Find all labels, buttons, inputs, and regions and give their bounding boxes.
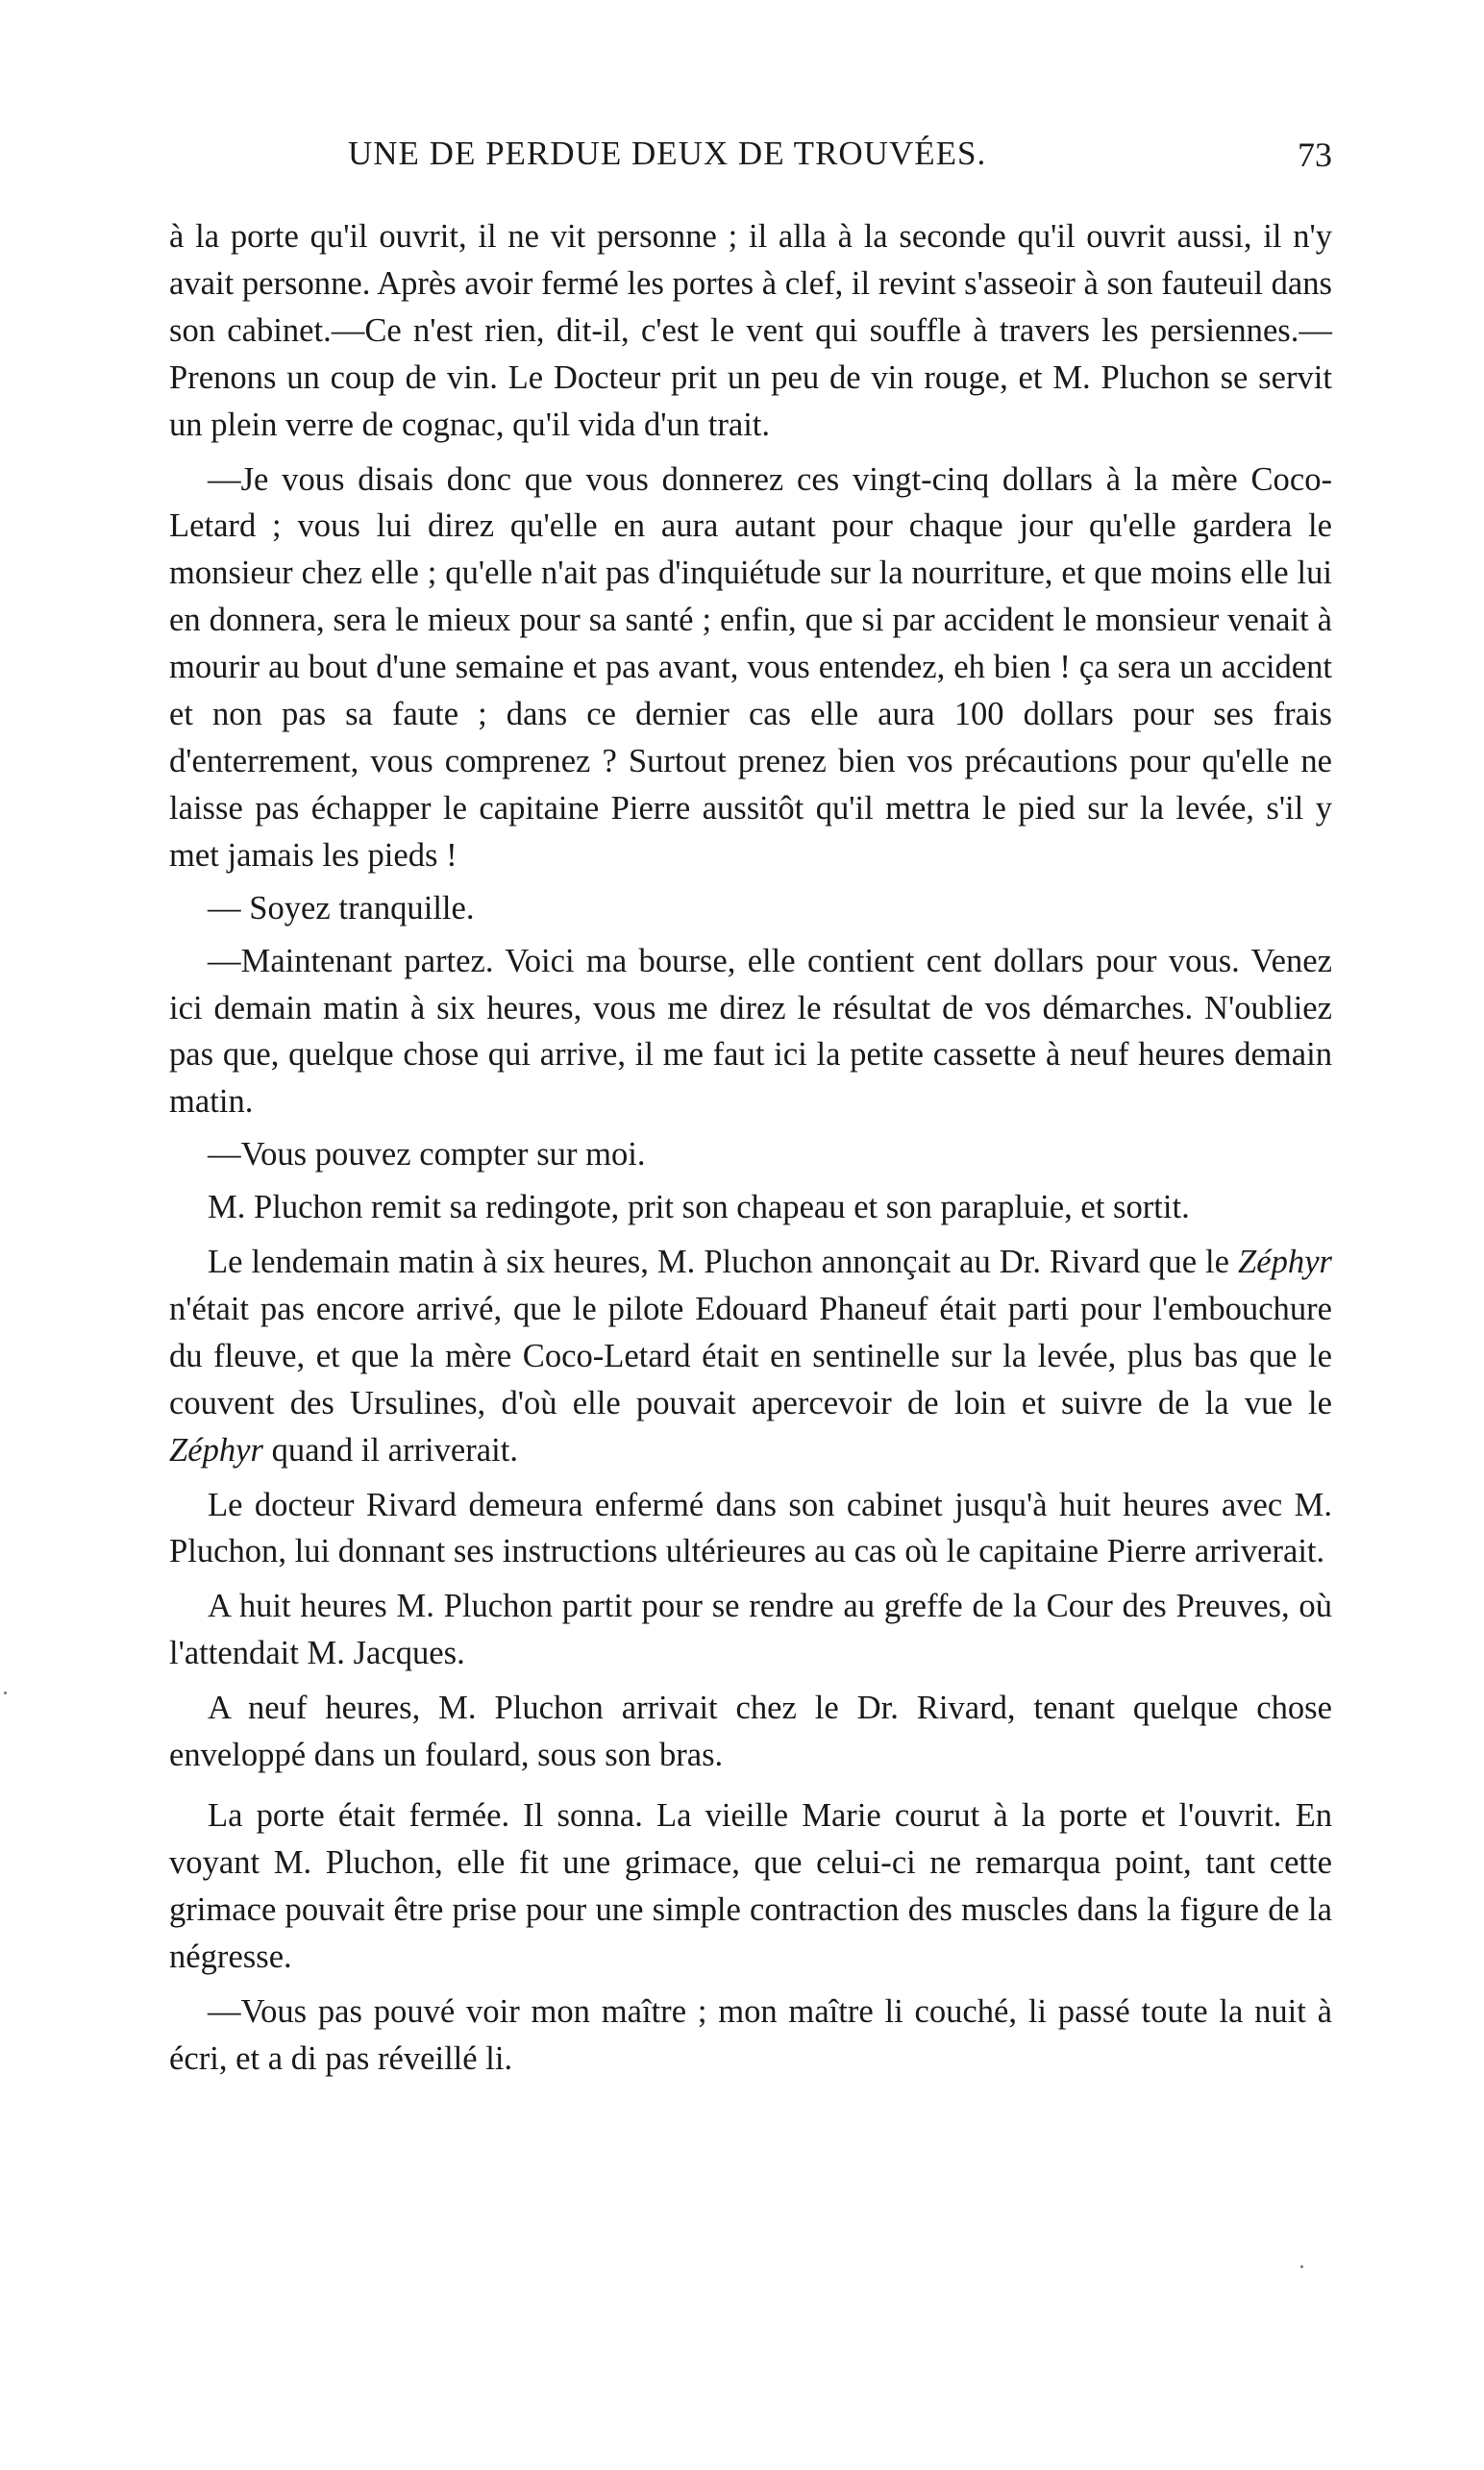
paragraph-1: à la porte qu'il ouvrit, il ne vit personne ; il alla à la seconde qu'il ouvrit aussi, il n'y avait personne. Après avoir fermé les portes à clef, il revint s'asseoir à son fauteuil dans son cabinet.—Ce n'est rien, dit-il, c'est le vent qui souffle à travers les persiennes.—Prenons un coup de vin. Le Docteur prit un peu de vin rouge, et M. Pluchon se servit un plein verre de cognac, qu'il vida d'un trait. xyxy=(169,218,1332,443)
paragraph-6: M. Pluchon remit sa redingote, prit son chapeau et son parapluie, et sortit. xyxy=(208,1189,1190,1226)
paragraph-10: A neuf heures, M. Pluchon arrivait chez le Dr. Rivard, tenant quelque chose enveloppé dans un foulard, sous son bras. xyxy=(169,1690,1332,1774)
page-number: 73 xyxy=(1298,136,1332,174)
paragraph-9: A huit heures M. Pluchon partit pour se rendre au greffe de la Cour des Preuves, où l'attendait M. Jacques. xyxy=(169,1588,1332,1672)
body-text xyxy=(169,213,1332,2087)
paragraph-11: La porte était fermée. Il sonna. La vieille Marie courut à la porte et l'ouvrit. En voyant M. Pluchon, elle fit une grimace, que celui-ci ne remarqua point, tant cette grimace pouvait être prise pour une simple contraction des muscles dans la figure de la négresse. xyxy=(169,1797,1332,1975)
paragraph-5: —Vous pouvez compter sur moi. xyxy=(208,1136,646,1173)
paragraph-7-text-a: Le lendemain matin à six heures, M. Pluchon annonçait au Dr. Rivard que le xyxy=(208,1244,1239,1281)
ship-name-italic: Zéphyr xyxy=(169,1431,263,1469)
paragraph-3: — Soyez tranquille. xyxy=(208,889,475,926)
scan-speck-mark xyxy=(4,1692,7,1694)
running-title: UNE DE PERDUE DEUX DE TROUVÉES. xyxy=(348,135,987,172)
paragraph-2: —Je vous disais donc que vous donnerez ces vingt-cinq dollars à la mère Coco-Letard ; vous lui direz qu'elle en aura autant pour chaque jour qu'elle gardera le monsieur chez elle ; qu'elle n'ait pas d'inquiétude sur la nourriture, et que moins elle lui en donnera, sera le mieux pour sa santé ; enfin, que si par accident le monsieur venait à mourir au bout d'une semaine et pas avant, vous entendez, eh bien ! ça sera un accident et non pas sa faute ; dans ce dernier cas elle aura 100 dollars pour ses frais d'enterrement, vous comprenez ? Surtout prenez bien vos précautions pour qu'elle ne laisse pas échapper le capitaine Pierre aussitôt qu'il mettra le pied sur la levée, s'il y met jamais les pieds ! xyxy=(169,460,1332,874)
paragraph-7-text-e: quand il arriverait. xyxy=(262,1431,518,1469)
paragraph-8: Le docteur Rivard demeura enfermé dans son cabinet jusqu'à huit heures avec M. Pluchon, lui donnant ses instructions ultérieures au cas où le capitaine Pierre arriverait. xyxy=(169,1486,1332,1570)
ship-name-italic: Zéphyr xyxy=(1238,1244,1332,1281)
scan-speck-mark xyxy=(1300,2265,1303,2268)
page-header xyxy=(169,135,1332,192)
paragraph-4: —Maintenant partez. Voici ma bourse, elle contient cent dollars pour vous. Venez ici demain matin à six heures, vous me direz le résultat de vos démarches. N'oubliez pas que, quelque chose qui arrive, il me faut ici la petite cassette à neuf heures demain matin. xyxy=(169,942,1332,1121)
paragraph-7-text-c: n'était pas encore arrivé, que le pilote Edouard Phaneuf était parti pour l'embouchure du fleuve, et que la mère Coco-Letard était en sentinelle sur la levée, plus bas que le couvent des Ursulines, d'où elle pouvait apercevoir de loin et suivre de la vue le xyxy=(169,1290,1332,1421)
paragraph-12: —Vous pas pouvé voir mon maître ; mon maître li couché, li passé toute la nuit à écri, et a di pas réveillé li. xyxy=(169,1992,1332,2077)
paragraph-7 xyxy=(169,1239,1332,1474)
